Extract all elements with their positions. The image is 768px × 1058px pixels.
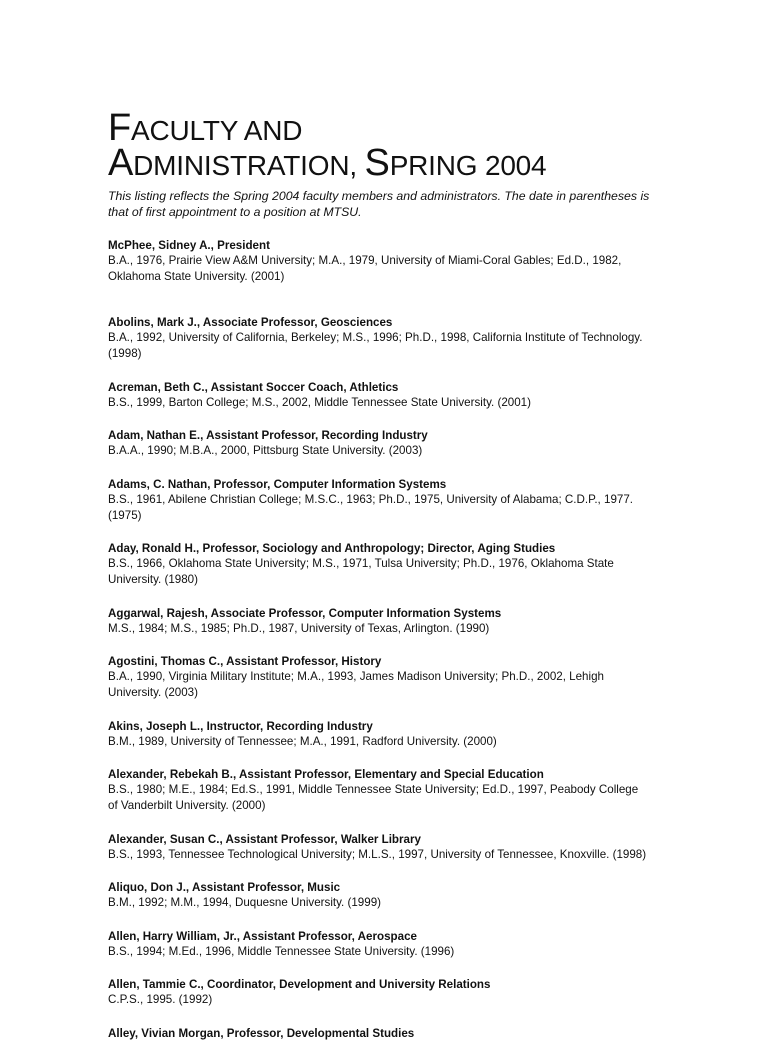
- entry-credentials: M.S., 1984; M.S., 1985; Ph.D., 1987, University of Texas, Arlington. (1990): [108, 621, 490, 635]
- list-item: [108, 380, 708, 411]
- entry-credentials: B.A.A., 1990; M.B.A., 2000, Pittsburg State University. (2003): [108, 444, 423, 457]
- entry-name-title: Agostini, Thomas C., Assistant Professor, History: [108, 655, 382, 668]
- entry-name-title: Allen, Tammie C., Coordinator, Development and University Relations: [108, 978, 491, 991]
- entry-name-title: Acreman, Beth C., Assistant Soccer Coach, Athletics: [108, 380, 399, 394]
- entry-credentials: B.S., 1961, Abilene Christian College; M.S.C., 1963; Ph.D., 1975, University of Alabama; C.D.P., 1977. (1975): [108, 492, 634, 522]
- list-item: [108, 719, 708, 750]
- entry-credentials: B.M., 1992; M.M., 1994, Duquesne University. (1999): [108, 896, 382, 909]
- faculty-list: [108, 238, 708, 1041]
- entry-name-title: Aliquo, Don J., Assistant Professor, Music: [108, 881, 341, 894]
- entry-name-title: McPhee, Sidney A., President: [108, 239, 270, 252]
- list-item: [108, 238, 708, 285]
- entry-credentials: B.S., 1980; M.E., 1984; Ed.S., 1991, Middle Tennessee State University; Ed.D., 1997, Peabody College of Vanderbilt University. (2000): [108, 783, 639, 812]
- entry-name-title: Alexander, Rebekah B., Assistant Professor, Elementary and Special Education: [108, 768, 544, 781]
- list-item: [108, 477, 708, 524]
- entry-name-title: Adams, C. Nathan, Professor, Computer Information Systems: [108, 477, 447, 491]
- list-item: [108, 654, 708, 701]
- catalog-page: [108, 107, 708, 1058]
- entry-name-title: Alley, Vivian Morgan, Professor, Developmental Studies: [108, 1026, 415, 1040]
- intro-note: This listing reflects the Spring 2004 faculty members and administrators. The date in parentheses is that of first appointment to a position at MTSU.: [108, 189, 650, 219]
- list-item: [108, 1026, 708, 1041]
- entry-name-title: Alexander, Susan C., Assistant Professor, Walker Library: [108, 832, 421, 846]
- title-line-2: ADMINISTRATION, SPRING 2004: [108, 142, 547, 184]
- entry-name-title: Allen, Harry William, Jr., Assistant Professor, Aerospace: [108, 929, 417, 943]
- list-item: [108, 880, 708, 911]
- entry-credentials: B.S., 1994; M.Ed., 1996, Middle Tennessee State University. (1996): [108, 944, 455, 958]
- list-item: [108, 767, 708, 814]
- entry-credentials: B.S., 1999, Barton College; M.S., 2002, Middle Tennessee State University. (2001): [108, 395, 531, 409]
- list-item: [108, 832, 708, 863]
- entry-name-title: Abolins, Mark J., Associate Professor, Geosciences: [108, 316, 393, 329]
- list-item: [108, 606, 708, 637]
- title-line-1: FACULTY AND: [108, 107, 303, 149]
- list-item: [108, 541, 708, 588]
- entry-name-title: Aggarwal, Rajesh, Associate Professor, Computer Information Systems: [108, 606, 502, 620]
- list-item: [108, 315, 708, 362]
- entry-credentials: B.S., 1993, Tennessee Technological University; M.L.S., 1997, University of Tennessee, Knoxville. (1998): [108, 847, 647, 861]
- entry-credentials: B.A., 1976, Prairie View A&M University; M.A., 1979, University of Miami-Coral Gables; Ed.D., 1982, Oklahoma State University. (2001): [108, 254, 622, 283]
- entry-name-title: Aday, Ronald H., Professor, Sociology and Anthropology; Director, Aging Studies: [108, 542, 556, 555]
- entry-name-title: Adam, Nathan E., Assistant Professor, Recording Industry: [108, 429, 428, 442]
- page-title: [108, 107, 708, 184]
- list-item: [108, 428, 708, 459]
- entry-name-title: Akins, Joseph L., Instructor, Recording Industry: [108, 719, 373, 733]
- entry-credentials: B.A., 1990, Virginia Military Institute; M.A., 1993, James Madison University; Ph.D., 2002, Lehigh University. (2003): [108, 670, 604, 699]
- entry-credentials: B.A., 1992, University of California, Berkeley; M.S., 1996; Ph.D., 1998, California Institute of Technology. (1998): [108, 331, 643, 360]
- list-item: [108, 929, 708, 960]
- entry-credentials: B.M., 1989, University of Tennessee; M.A., 1991, Radford University. (2000): [108, 734, 497, 748]
- entry-credentials: C.P.S., 1995. (1992): [108, 993, 213, 1006]
- list-item: [108, 977, 708, 1008]
- entry-credentials: B.S., 1966, Oklahoma State University; M.S., 1971, Tulsa University; Ph.D., 1976, Oklahoma State University. (1980): [108, 557, 614, 586]
